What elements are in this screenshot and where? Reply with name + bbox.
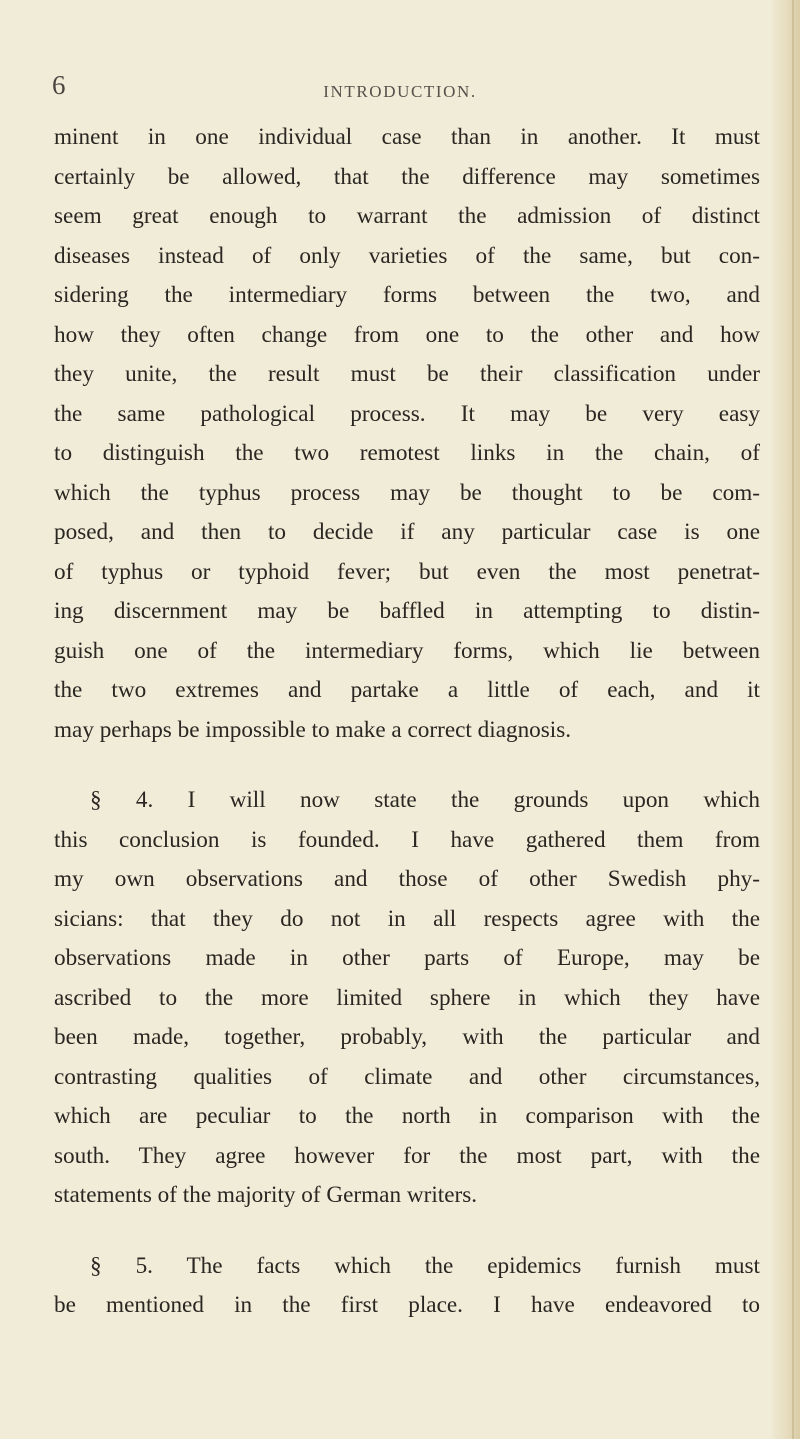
text-line: ascribed to the more limited sphere in which they have bbox=[54, 984, 760, 1011]
text-line: of typhus or typhoid fever; but even the most penetrat- bbox=[54, 558, 760, 585]
text-line: sicians: that they do not in all respects agree with the bbox=[54, 905, 760, 932]
page-number: 6 bbox=[52, 70, 66, 100]
text-line: observations made in other parts of Europe, may be bbox=[54, 945, 760, 971]
text-line: guish one of the intermediary forms, which lie between bbox=[54, 637, 760, 664]
text-line: minent in one individual case than in another. It must bbox=[54, 124, 760, 150]
running-head: INTRODUCTION. bbox=[323, 82, 477, 101]
text-line: which the typhus process may be thought to be com- bbox=[54, 479, 760, 506]
body-text bbox=[54, 118, 760, 1326]
text-line: how they often change from one to the other and how bbox=[54, 321, 760, 348]
page-header bbox=[0, 70, 800, 110]
text-line: sidering the intermediary forms between the two, and bbox=[54, 282, 760, 308]
text-line: this conclusion is founded. I have gathered them from bbox=[54, 826, 760, 853]
text-line: § 5. The facts which the epidemics furnish must bbox=[90, 1252, 760, 1279]
text-line: they unite, the result must be their classification under bbox=[54, 361, 760, 387]
text-line: south. They agree however for the most part, with the bbox=[54, 1142, 760, 1169]
text-line: statements of the majority of German writers. bbox=[54, 1182, 478, 1208]
text-line: be mentioned in the first place. I have endeavored to bbox=[54, 1292, 760, 1318]
text-line: may perhaps be impossible to make a correct diagnosis. bbox=[54, 716, 572, 743]
text-line: which are peculiar to the north in comparison with the bbox=[54, 1103, 760, 1129]
text-line: contrasting qualities of climate and other circumstances, bbox=[54, 1063, 760, 1090]
text-line: certainly be allowed, that the difference may sometimes bbox=[54, 163, 760, 190]
text-line: been made, together, probably, with the particular and bbox=[54, 1024, 760, 1050]
text-line: diseases instead of only varieties of the same, but con- bbox=[54, 242, 760, 269]
text-line: seem great enough to warrant the admission of distinct bbox=[54, 203, 760, 229]
text-line: to distinguish the two remotest links in the chain, of bbox=[54, 440, 760, 466]
text-line: my own observations and those of other Swedish phy- bbox=[54, 866, 760, 892]
paragraph-3 bbox=[54, 1247, 760, 1326]
page-edge-line bbox=[792, 0, 794, 1439]
text-line: ing discernment may be baffled in attempting to distin- bbox=[54, 598, 760, 624]
text-line: the two extremes and partake a little of each, and it bbox=[54, 677, 760, 703]
paragraph-2 bbox=[54, 781, 760, 1216]
text-line: § 4. I will now state the grounds upon which bbox=[90, 787, 760, 813]
paragraph-1 bbox=[54, 118, 760, 750]
paragraph-gap bbox=[54, 1216, 760, 1247]
text-line: the same pathological process. It may be very easy bbox=[54, 400, 760, 427]
page-edge bbox=[772, 0, 800, 1439]
text-line: posed, and then to decide if any particular case is one bbox=[54, 519, 760, 545]
paragraph-gap bbox=[54, 750, 760, 781]
